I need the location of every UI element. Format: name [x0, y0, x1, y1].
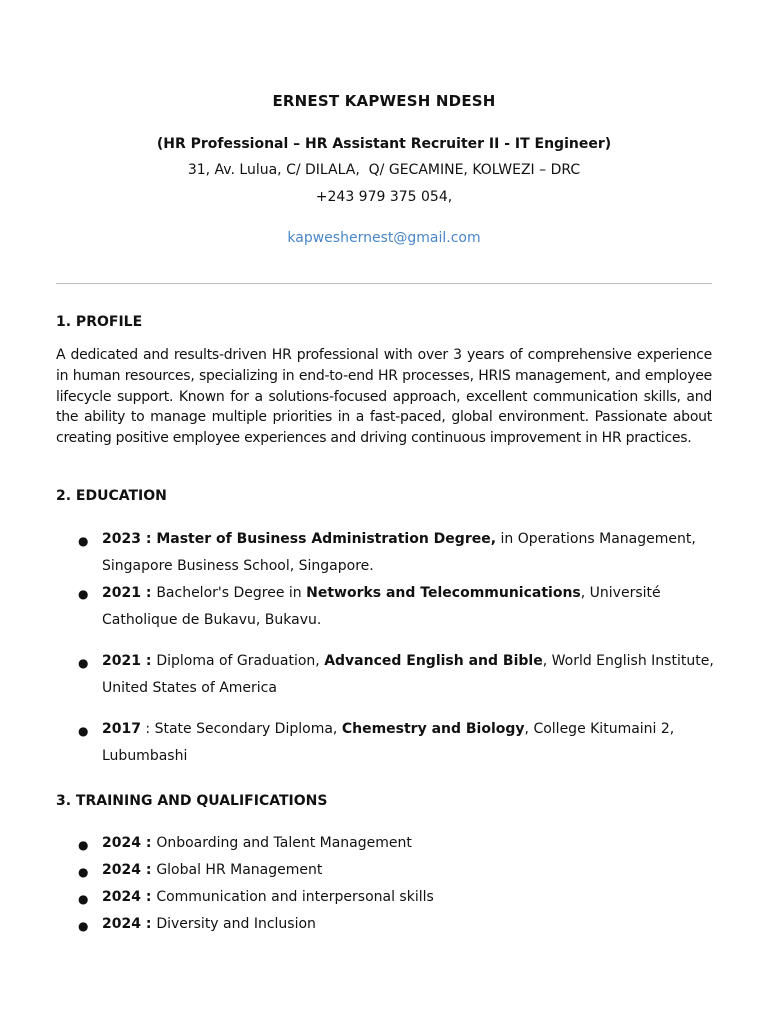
bullet: ●: [78, 865, 89, 879]
address: 31, Av. Lulua, C/ DILALA, Q/ GECAMINE, KOLWEZI – DRC: [187, 162, 581, 178]
education-year: 2021 :: [102, 585, 157, 601]
training-year: 2024 :: [102, 835, 157, 851]
bullet: ●: [78, 534, 89, 548]
email-link[interactable]: kapweshernest@gmail.com: [287, 230, 481, 246]
education-heading: 2. EDUCATION: [56, 488, 167, 504]
training-name: Diversity and Inclusion: [156, 916, 316, 932]
education-item: [102, 648, 714, 702]
training-heading: 3. TRAINING AND QUALIFICATIONS: [56, 793, 328, 809]
education-degree: Networks and Telecommunications: [306, 585, 581, 601]
education-details: , Université Catholique de Bukavu, Bukavu.: [102, 585, 661, 628]
education-details: , World English Institute, United States of America: [102, 653, 714, 696]
education-details: in Operations Management, Singapore Business School, Singapore.: [102, 531, 696, 574]
education-text: : State Secondary Diploma,: [140, 721, 342, 737]
training-name: Onboarding and Talent Management: [156, 835, 412, 851]
education-year: 2023 :: [102, 531, 157, 547]
phone-number: +243 979 375 054,: [315, 189, 453, 205]
header-divider: [56, 283, 712, 284]
education-text: Bachelor's Degree in: [156, 585, 307, 601]
training-item: [102, 830, 714, 857]
education-degree: Chemestry and Biology: [341, 721, 525, 737]
education-text: Diploma of Graduation,: [156, 653, 325, 669]
bullet: ●: [78, 838, 89, 852]
education-year: 2017: [102, 721, 141, 737]
education-details: , College Kitumaini 2, Lubumbashi: [102, 721, 675, 764]
training-year: 2024 :: [102, 889, 157, 905]
training-year: 2024 :: [102, 916, 157, 932]
education-item: [102, 716, 714, 770]
bullet: ●: [78, 919, 89, 933]
education-degree: Advanced English and Bible: [324, 653, 543, 669]
bullet: ●: [78, 656, 89, 670]
bullet: ●: [78, 587, 89, 601]
training-name: Communication and interpersonal skills: [156, 889, 434, 905]
job-titles: (HR Professional – HR Assistant Recruiter II - IT Engineer): [156, 136, 612, 152]
education-year: 2021 :: [102, 653, 157, 669]
training-item: [102, 911, 714, 938]
education-item: [102, 526, 714, 580]
profile-heading: 1. PROFILE: [56, 314, 143, 330]
profile-summary: A dedicated and results-driven HR professional with over 3 years of comprehensive experience in human resources, specializing in end-to-end HR processes, HRIS management, and employee lifecycle support. Known for a solutions-focused approach, excellent communication skills, and the ability to manage multiple priorities in a fast-paced, global environment. Passionate about creating positive employee experiences and driving continuous improvement in HR practices.: [56, 347, 712, 447]
training-item: [102, 857, 714, 884]
training-year: 2024 :: [102, 862, 157, 878]
education-degree: Master of Business Administration Degree,: [156, 531, 497, 547]
bullet: ●: [78, 724, 89, 738]
training-item: [102, 884, 714, 911]
education-item: [102, 580, 714, 634]
candidate-name: ERNEST KAPWESH NDESH: [272, 92, 496, 110]
bullet: ●: [78, 892, 89, 906]
training-name: Global HR Management: [156, 862, 323, 878]
